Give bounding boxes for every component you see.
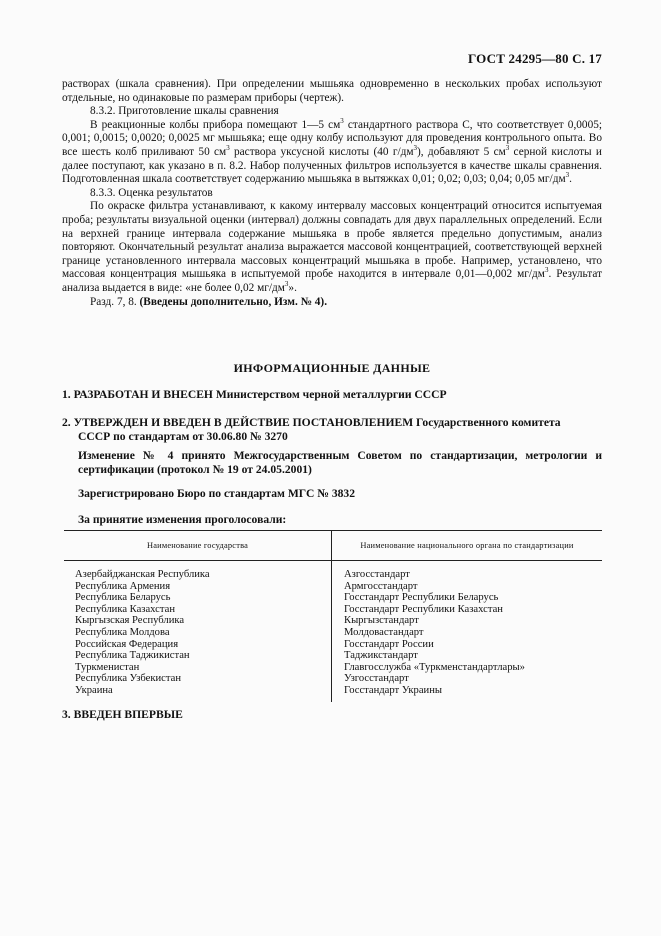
voted-heading: За принятие изменения проголосовали: <box>78 513 287 526</box>
col-header-state: Наименование государства <box>64 531 332 561</box>
state-name: Республика Молдова <box>75 626 170 638</box>
standards-body-name: Узгосстандарт <box>344 673 409 685</box>
standards-body-name: Госстандарт Республики Казахстан <box>344 603 503 615</box>
paragraph-comparison-scale: растворах (шкала сравнения). При определении мышьяка одновременно в нескольких пробах используют отдельные, но одинаковые по размерам приборы (чертеж). <box>62 78 602 104</box>
state-name: Республика Казахстан <box>75 603 176 615</box>
state-name: Кыргызская Республика <box>75 615 185 627</box>
standards-body-name: Кыргызстандарт <box>344 615 419 627</box>
state-name: Азербайджанская Республика <box>75 569 210 580</box>
state-name: Российская Федерация <box>75 638 179 650</box>
state-name: Республика Беларусь <box>75 592 171 604</box>
subsection-8-3-2-heading: 8.3.2. Приготовление шкалы сравнения <box>90 105 279 118</box>
paragraph-scale-preparation: В реакционные колбы прибора помещают 1—5 $см^3$ стандартного раствора С, что соответствует 0,0005; 0,001; 0,0015; 0,0020; 0,0025 мг мышьяка; еще одну колбу используют для проведения контрольного опыта. Во все шесть колб приливают 50 $см^3$ раствора уксусной кислоты (40 $г/дм^3$), добавляют 5 $см^3$ серной кислоты и далее поступают, как указано в п. 8.2. Набор полученных фильтров используется в качестве шкалы сравнения. Подготовленная шкала соответствует содержанию мышьяка в вытяжках 0,01; 0,02; 0,03; 0,04; 0,05 $мг/дм^3$. <box>62 117 602 186</box>
standards-body-name: Госстандарт Украины <box>344 684 442 696</box>
info-item-2: 2. УТВЕРЖДЕН И ВВЕДЕН В ДЕЙСТВИЕ ПОСТАНОВЛЕНИЕМ Государственного комитета СССР по стандартам от 30.06.80 № 3270 <box>62 416 561 443</box>
standards-body-name: Госстандарт Республики Беларусь <box>344 592 499 604</box>
standards-body-name: Азгосстандарт <box>344 569 410 580</box>
state-name: Республика Узбекистан <box>75 673 182 685</box>
info-item-3: 3. ВВЕДЕН ВПЕРВЫЕ <box>62 708 183 721</box>
standards-body-name: Госстандарт России <box>344 638 434 650</box>
col-header-standards-body: Наименование национального органа по стандартизации <box>332 531 603 561</box>
amendment-4-info: Изменение № 4 принято Межгосударственным Советом по стандартизации, метрологии и сертификации (протокол № 19 от 24.05.2001) <box>78 449 602 476</box>
voting-table <box>64 530 602 702</box>
state-list <box>64 561 332 702</box>
state-name: Туркменистан <box>75 661 140 673</box>
body-text <box>62 78 602 309</box>
paragraph-result-evaluation: По окраске фильтра устанавливают, к какому интервалу массовых концентраций относится испытуемая проба; результаты визуальной оценки (интервал) должны совпадать для двух параллельных определений. Если на верхней границе интервала содержание мышьяка в пробе является предельно допустимым, анализ повторяют. Окончательный результат анализа выражается массовой концентрацией, соответствующей верхней границе установленного интервала массовых концентраций мышьяка в пробе. Например, установлено, что массовая концентрация мышьяка в испытуемой пробе находится в интервале 0,01—0,002 $мг/дм^3$. Результат анализа выдается в виде: «не более 0,02 $мг/дм^3$». <box>62 200 603 294</box>
paragraph-amendment-note: Разд. 7, 8. (Введены дополнительно, Изм. № 4). <box>90 295 328 308</box>
state-name: Украина <box>75 684 113 696</box>
subsection-8-3-3-heading: 8.3.3. Оценка результатов <box>90 186 213 199</box>
standards-body-name: Молдовастандарт <box>344 626 424 638</box>
standards-body-name: Армгосстандарт <box>344 580 418 592</box>
state-name: Республика Таджикистан <box>75 650 190 662</box>
standards-body-list <box>332 561 603 702</box>
info-data-title: ИНФОРМАЦИОННЫЕ ДАННЫЕ <box>233 361 431 375</box>
registration-info: Зарегистрировано Бюро по стандартам МГС № 3832 <box>78 487 356 500</box>
table-body-row <box>64 561 602 702</box>
standards-body-name: Главгосслужба «Туркменстандартлары» <box>344 661 525 673</box>
standards-body-name: Таджикстандарт <box>344 650 418 662</box>
info-item-1: 1. РАЗРАБОТАН И ВНЕСЕН Министерством черной металлургии СССР <box>62 388 447 401</box>
page-header: ГОСТ 24295—80 С. 17 <box>468 51 602 66</box>
state-name: Республика Армения <box>75 580 171 592</box>
